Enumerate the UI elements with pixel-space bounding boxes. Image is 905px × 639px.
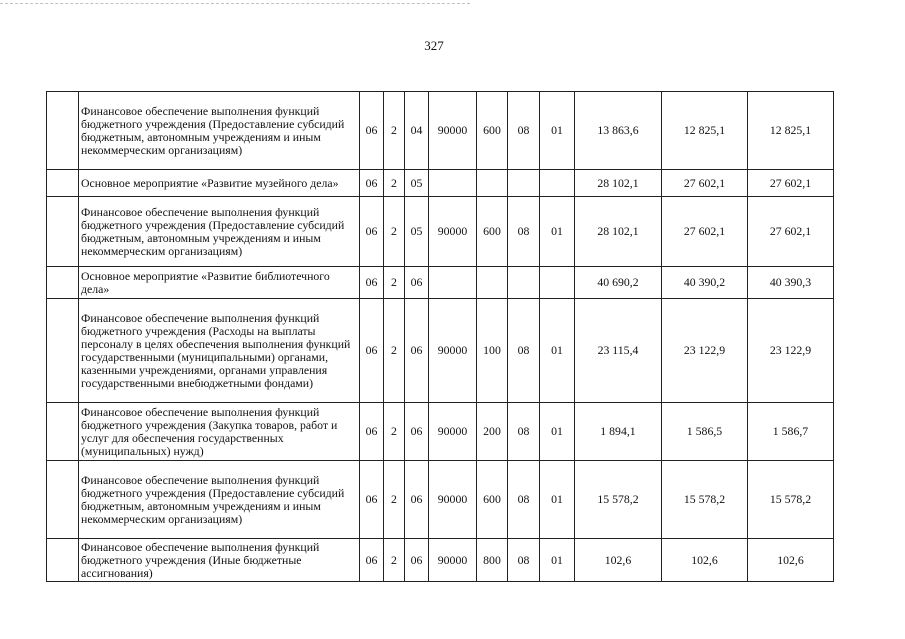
chapter-code: 06 xyxy=(360,461,384,539)
event-code: 06 xyxy=(405,403,429,461)
amount-year-2: 102,6 xyxy=(662,539,748,582)
event-code: 06 xyxy=(405,267,429,299)
direction-code: 90000 xyxy=(429,403,477,461)
amount-year-1: 1 894,1 xyxy=(575,403,662,461)
subsection-code xyxy=(540,267,575,299)
row-name: Основное мероприятие «Развитие библиотечного дела» xyxy=(79,267,360,299)
subsection-code: 01 xyxy=(540,403,575,461)
expense-type-code xyxy=(477,267,508,299)
event-code: 06 xyxy=(405,539,429,582)
subprogram-code: 2 xyxy=(384,197,405,267)
budget-table xyxy=(46,91,834,582)
amount-year-1: 13 863,6 xyxy=(575,92,662,170)
expense-type-code: 600 xyxy=(477,92,508,170)
row-number-cell xyxy=(47,92,79,170)
section-code: 08 xyxy=(508,197,540,267)
amount-year-2: 27 602,1 xyxy=(662,197,748,267)
subsection-code: 01 xyxy=(540,539,575,582)
amount-year-1: 15 578,2 xyxy=(575,461,662,539)
scan-artifact-line xyxy=(0,3,470,4)
section-code: 08 xyxy=(508,461,540,539)
amount-year-3: 23 122,9 xyxy=(748,299,834,403)
table-row xyxy=(47,170,834,197)
direction-code: 90000 xyxy=(429,539,477,582)
row-number-cell xyxy=(47,197,79,267)
event-code: 04 xyxy=(405,92,429,170)
page-number: 327 xyxy=(424,38,444,53)
amount-year-2: 27 602,1 xyxy=(662,170,748,197)
row-number-cell xyxy=(47,170,79,197)
subsection-code: 01 xyxy=(540,197,575,267)
amount-year-1: 28 102,1 xyxy=(575,197,662,267)
table-row xyxy=(47,403,834,461)
table-row xyxy=(47,461,834,539)
subsection-code: 01 xyxy=(540,461,575,539)
table-row xyxy=(47,267,834,299)
row-name: Финансовое обеспечение выполнения функций бюджетного учреждения (Предоставление субсидий бюджетным, автономным учреждениям и иным некоммерческим организациям) xyxy=(79,197,360,267)
amount-year-1: 40 690,2 xyxy=(575,267,662,299)
expense-type-code: 600 xyxy=(477,461,508,539)
amount-year-3: 40 390,3 xyxy=(748,267,834,299)
subprogram-code: 2 xyxy=(384,403,405,461)
amount-year-2: 1 586,5 xyxy=(662,403,748,461)
section-code xyxy=(508,170,540,197)
chapter-code: 06 xyxy=(360,92,384,170)
row-number-cell xyxy=(47,299,79,403)
subprogram-code: 2 xyxy=(384,539,405,582)
event-code: 05 xyxy=(405,170,429,197)
row-name: Финансовое обеспечение выполнения функций бюджетного учреждения (Расходы на выплаты персоналу в целях обеспечения выполнения функций государственными (муниципальными) органами, казенными учреждениями, органами управления государственными внебюджетными фондами) xyxy=(79,299,360,403)
row-name: Финансовое обеспечение выполнения функций бюджетного учреждения (Закупка товаров, работ и услуг для обеспечения государственных (муниципальных) нужд) xyxy=(79,403,360,461)
amount-year-3: 102,6 xyxy=(748,539,834,582)
amount-year-3: 27 602,1 xyxy=(748,170,834,197)
subprogram-code: 2 xyxy=(384,267,405,299)
row-number-cell xyxy=(47,267,79,299)
chapter-code: 06 xyxy=(360,539,384,582)
subprogram-code: 2 xyxy=(384,170,405,197)
table-row xyxy=(47,539,834,582)
subsection-code: 01 xyxy=(540,92,575,170)
subprogram-code: 2 xyxy=(384,461,405,539)
row-name: Основное мероприятие «Развитие музейного дела» xyxy=(79,170,360,197)
section-code xyxy=(508,267,540,299)
amount-year-2: 40 390,2 xyxy=(662,267,748,299)
row-name: Финансовое обеспечение выполнения функций бюджетного учреждения (Предоставление субсидий бюджетным, автономным учреждениям и иным некоммерческим организациям) xyxy=(79,92,360,170)
row-name: Финансовое обеспечение выполнения функций бюджетного учреждения (Предоставление субсидий бюджетным, автономным учреждениям и иным некоммерческим организациям) xyxy=(79,461,360,539)
row-number-cell xyxy=(47,403,79,461)
subprogram-code: 2 xyxy=(384,92,405,170)
event-code: 06 xyxy=(405,299,429,403)
expense-type-code: 600 xyxy=(477,197,508,267)
event-code: 05 xyxy=(405,197,429,267)
direction-code: 90000 xyxy=(429,461,477,539)
amount-year-3: 1 586,7 xyxy=(748,403,834,461)
expense-type-code xyxy=(477,170,508,197)
direction-code: 90000 xyxy=(429,299,477,403)
amount-year-3: 15 578,2 xyxy=(748,461,834,539)
subprogram-code: 2 xyxy=(384,299,405,403)
section-code: 08 xyxy=(508,403,540,461)
direction-code xyxy=(429,267,477,299)
table-row xyxy=(47,197,834,267)
chapter-code: 06 xyxy=(360,267,384,299)
event-code: 06 xyxy=(405,461,429,539)
amount-year-2: 23 122,9 xyxy=(662,299,748,403)
amount-year-2: 12 825,1 xyxy=(662,92,748,170)
chapter-code: 06 xyxy=(360,170,384,197)
amount-year-2: 15 578,2 xyxy=(662,461,748,539)
direction-code: 90000 xyxy=(429,92,477,170)
amount-year-3: 27 602,1 xyxy=(748,197,834,267)
expense-type-code: 100 xyxy=(477,299,508,403)
row-number-cell xyxy=(47,539,79,582)
amount-year-1: 28 102,1 xyxy=(575,170,662,197)
chapter-code: 06 xyxy=(360,299,384,403)
section-code: 08 xyxy=(508,539,540,582)
section-code: 08 xyxy=(508,92,540,170)
expense-type-code: 800 xyxy=(477,539,508,582)
chapter-code: 06 xyxy=(360,403,384,461)
chapter-code: 06 xyxy=(360,197,384,267)
expense-type-code: 200 xyxy=(477,403,508,461)
section-code: 08 xyxy=(508,299,540,403)
amount-year-1: 23 115,4 xyxy=(575,299,662,403)
row-name: Финансовое обеспечение выполнения функций бюджетного учреждения (Иные бюджетные ассигнования) xyxy=(79,539,360,582)
amount-year-1: 102,6 xyxy=(575,539,662,582)
row-number-cell xyxy=(47,461,79,539)
subsection-code xyxy=(540,170,575,197)
table-row xyxy=(47,299,834,403)
direction-code: 90000 xyxy=(429,197,477,267)
amount-year-3: 12 825,1 xyxy=(748,92,834,170)
subsection-code: 01 xyxy=(540,299,575,403)
table-body xyxy=(47,92,834,582)
table-row xyxy=(47,92,834,170)
direction-code xyxy=(429,170,477,197)
